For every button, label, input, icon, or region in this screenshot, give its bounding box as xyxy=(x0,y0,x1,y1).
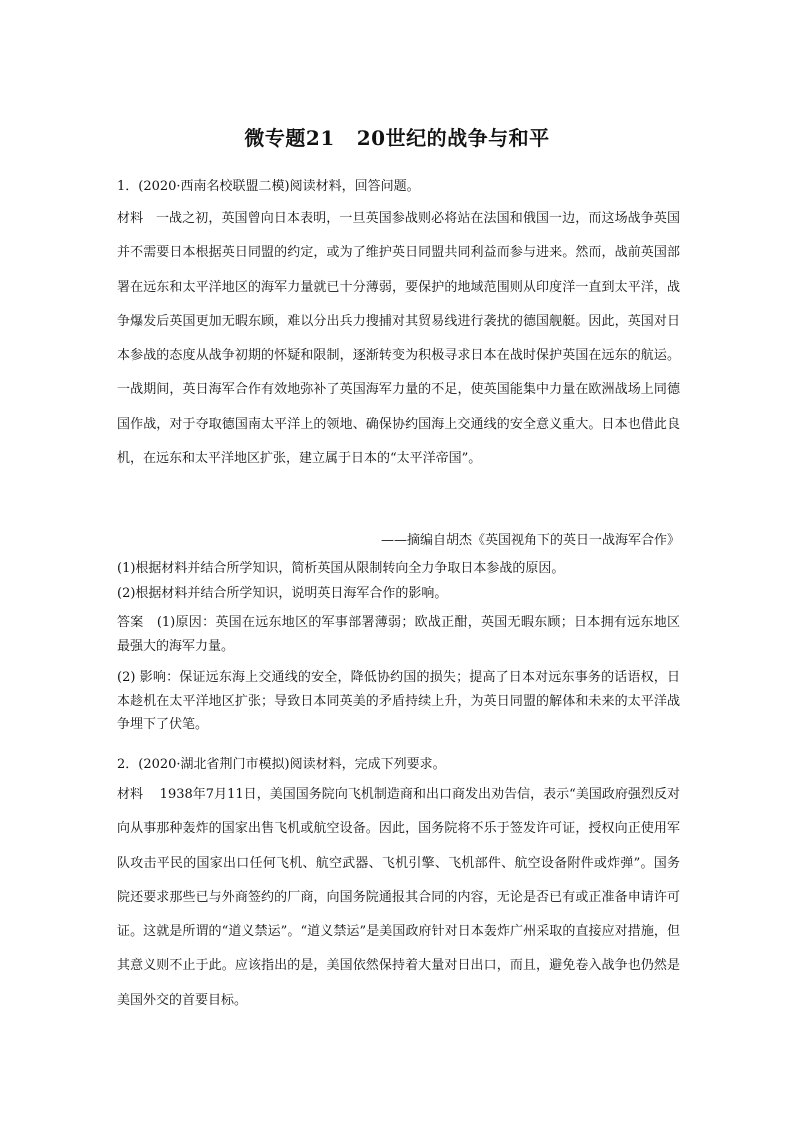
title-topic-name: 20世纪的战争与和平 xyxy=(356,126,550,150)
page-title xyxy=(0,122,794,151)
title-topic-number: 微专题21 xyxy=(244,126,335,150)
question-1-header: 1．(2020·西南名校联盟二模)阅读材料，回答问题。 xyxy=(117,179,420,194)
answer-1-text: (1)原因：英国在远东地区的军事部署薄弱；欧战正酣，英国无暇东顾；日本拥有远东地区最强大的海军力量。 xyxy=(117,615,680,654)
answer-part-2: (2) 影响：保证远东海上交通线的安全，降低协约国的损失；提高了日本对远东事务的话语权，日本趁机在太平洋地区扩张；导致日本同英美的矛盾持续上升，为英日同盟的解体和未来的太平洋战争埋下了伏笔。 xyxy=(117,670,680,732)
question-1-sub-2: (2)根据材料并结合所学知识，说明英日海军合作的影响。 xyxy=(117,586,448,601)
answer-part-1 xyxy=(117,611,680,658)
material-source: ——摘编自胡杰《英国视角下的英日一战海军合作》 xyxy=(380,533,680,548)
question-1-sub-1: (1)根据材料并结合所学知识，简析英国从限制转向全力争取日本参战的原因。 xyxy=(117,561,565,576)
material-label: 材料 xyxy=(117,787,144,802)
question-1-material xyxy=(117,202,680,476)
material-text: 1938年7月11日，美国国务院向飞机制造商和出口商发出劝告信，表示“美国政府强烈反对向从事那种轰炸的国家出售飞机或航空设备。因此，国务院将不乐于签发许可证，授权向正使用军队攻击平民的国家出口任何飞机、航空武器、飞机引擎、飞机部件、航空设备附件或炸弹”。国务院还要求那些已与外商签约的厂商，向国务院通报其合同的内容，无论是否已有或正准备申请许可证。这就是所谓的“道义禁运”。“道义禁运”是美国政府针对日本轰炸广州采取的直接应对措施，但其意义则不止于此。应该指出的是，美国依然保持着大量对日出口，而且，避免卷入战争也仍然是美国外交的首要目标。 xyxy=(117,787,680,1008)
material-label: 材料 xyxy=(117,211,144,226)
answer-label: 答案 xyxy=(117,615,144,630)
question-2-material xyxy=(117,778,680,1018)
material-text: 一战之初，英国曾向日本表明，一旦英国参战则必将站在法国和俄国一边，而这场战争英国并不需要日本根据英日同盟的约定，或为了维护英日同盟共同利益而参与进来。然而，战前英国部署在远东和太平洋地区的海军力量就已十分薄弱，要保护的地域范围则从印度洋一直到太平洋，战争爆发后英国更加无暇东顾，难以分出兵力搜捕对其贸易线进行袭扰的德国舰艇。因此，英国对日本参战的态度从战争初期的怀疑和限制，逐渐转变为积极寻求日本在战时保护英国在远东的航运。一战期间，英日海军合作有效地弥补了英国海军力量的不足，使英国能集中力量在欧洲战场上同德国作战，对于夺取德国南太平洋上的领地、确保协约国海上交通线的安全意义重大。日本也借此良机，在远东和太平洋地区扩张，建立属于日本的“太平洋帝国”。 xyxy=(117,211,680,467)
question-2-header: 2．(2020·湖北省荆门市模拟)阅读材料，完成下列要求。 xyxy=(117,757,446,772)
